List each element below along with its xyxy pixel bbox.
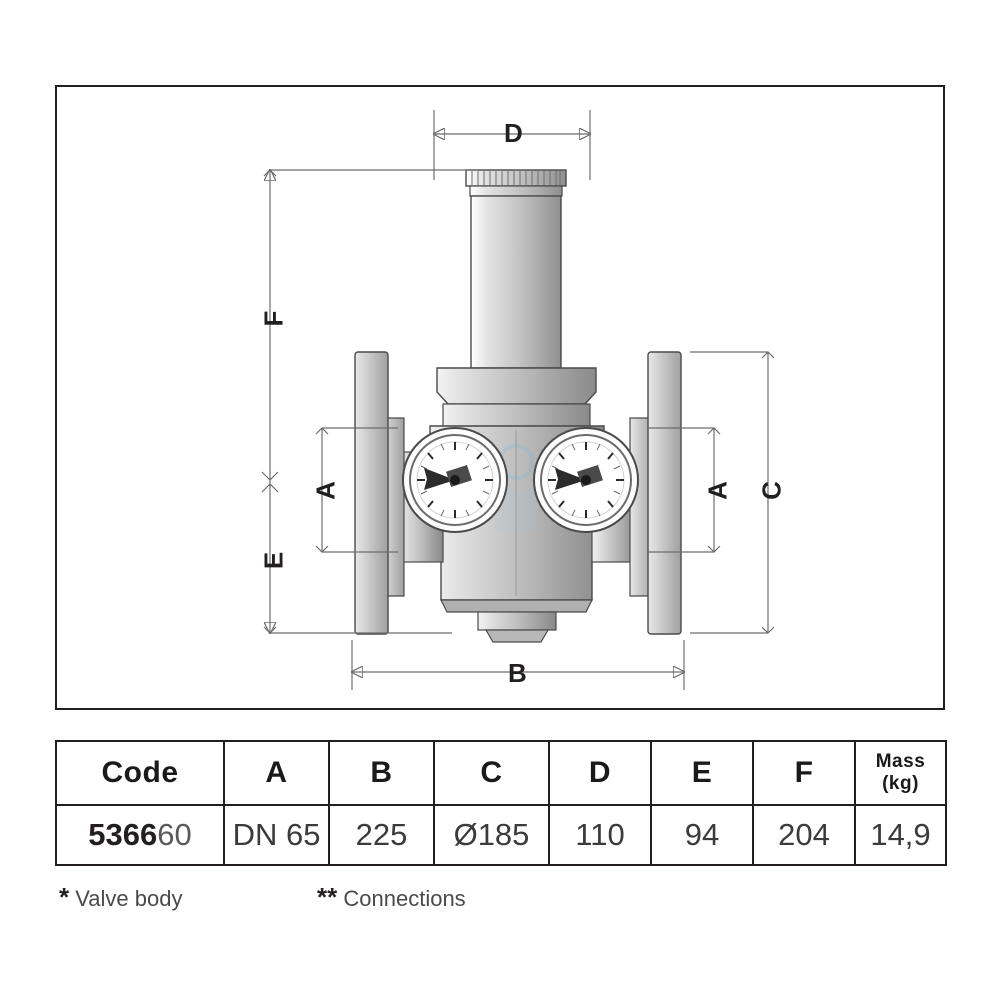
dimension-label-F: F xyxy=(258,310,289,327)
cell-d: 110 xyxy=(549,805,651,865)
cell-mass: 14,9 xyxy=(855,805,946,865)
header-c: C xyxy=(434,741,549,805)
table-row xyxy=(56,805,946,865)
header-mass-line2: (kg) xyxy=(882,773,919,794)
header-d: D xyxy=(549,741,651,805)
dimension-label-E: E xyxy=(258,551,289,570)
cell-code xyxy=(56,805,224,865)
cell-e: 94 xyxy=(651,805,753,865)
code-prefix: 5366 xyxy=(88,817,158,852)
footnote-text-1: Valve body xyxy=(75,886,183,911)
cell-a: DN 65 xyxy=(224,805,329,865)
cell-f: 204 xyxy=(753,805,855,865)
header-f: F xyxy=(753,741,855,805)
dimension-label-B: B xyxy=(508,658,527,688)
drawing-frame xyxy=(55,85,945,710)
footnote-marker-2: ** xyxy=(317,882,338,912)
footnote-marker-1: * xyxy=(59,882,70,912)
footnote-text-2: Connections xyxy=(343,886,466,911)
header-e: E xyxy=(651,741,753,805)
cell-b: 225 xyxy=(329,805,434,865)
header-mass xyxy=(855,741,946,805)
code-suffix: 60 xyxy=(157,817,192,852)
dimension-label-C: C xyxy=(756,481,787,500)
footnote-valve-body xyxy=(59,882,182,913)
dimension-label-D: D xyxy=(504,118,523,148)
header-code: Code xyxy=(56,741,224,805)
footnote-connections xyxy=(317,882,466,913)
dimension-label-A-left: A xyxy=(310,481,341,500)
cell-c: Ø185 xyxy=(434,805,549,865)
table-header-row xyxy=(56,741,946,805)
dimension-label-A-right: A xyxy=(702,481,733,500)
header-b: B xyxy=(329,741,434,805)
header-mass-line1: Mass xyxy=(875,751,926,773)
header-a: A xyxy=(224,741,329,805)
specification-table xyxy=(55,740,947,866)
footnotes xyxy=(55,878,945,918)
